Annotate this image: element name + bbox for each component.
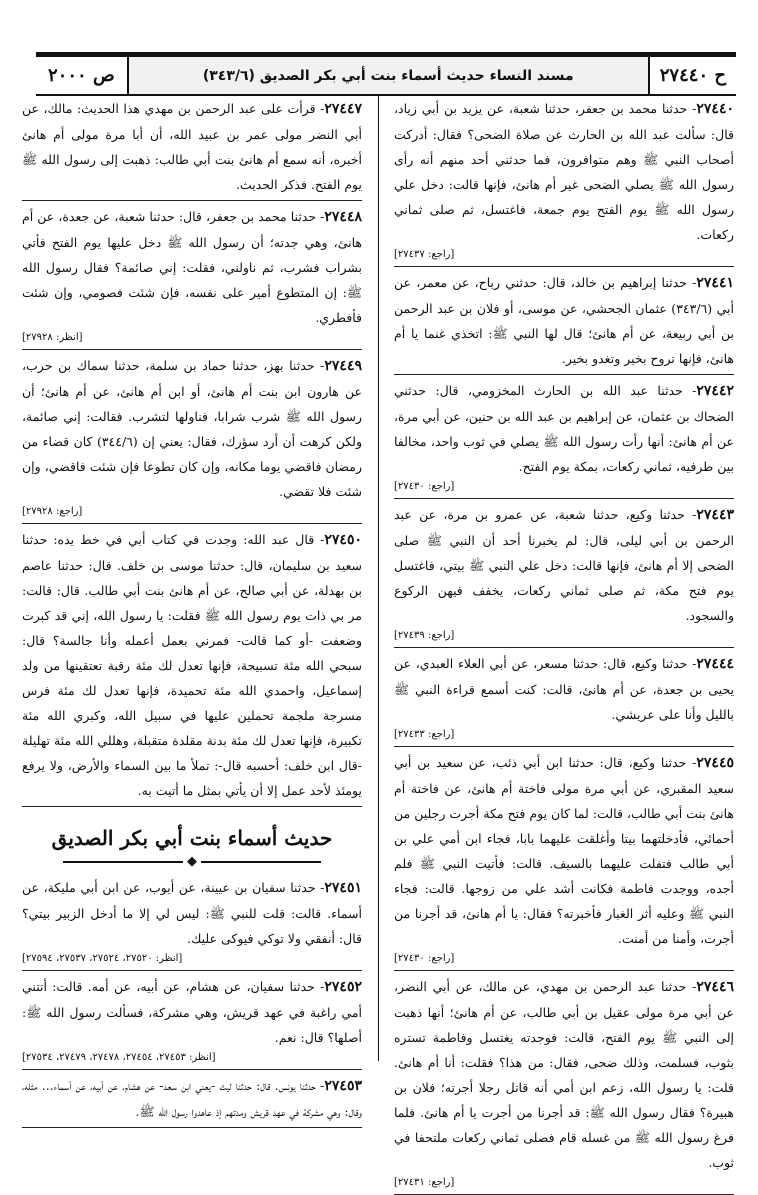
cross-reference: [راجع: ٢٧٤٣٧]	[394, 249, 455, 260]
hadith-text: - حدثنا سفيان بن عيينة، عن أيوب، عن ابن أبي مليكة، عن أسماء. قالت: قلت للنبي ﷺ: ليس لي إلا ما أدخل الزبير بيتي؟ قال: أنفقي ولا توكي فيوكى عليك.	[22, 880, 362, 946]
hadith-entry	[394, 96, 734, 267]
running-title: مسند النساء حديث أسماء بنت أبي بكر الصديق (٣٤٣/٦)	[202, 67, 574, 84]
hadith-text: - حدثنا بهز، حدثنا حماد بن سلمة، حدثنا سماك بن حرب، عن هارون ابن بنت أم هانئ، أو ابن أم هانئ، عن أم هانئ؛ أن رسول الله ﷺ شرب شرابا، فناولها لتشرب. فقالت: إني صائمة، ولكن كرهت أن أرد سؤرك، فقال: يعني إن (٣٤٤/٦) كان قضاء من رمضان فاقضي يوما مكانه، وإن كان تطوعا فإن شئت فاقضي، وإن شئت فلا تقضي.	[22, 358, 362, 499]
column-divider	[378, 96, 379, 1061]
hadith-text: - حدثنا محمد بن جعفر، حدثنا شعبة، عن يزيد بن أبي زياد، قال: سألت عبد الله بن الحارث عن صلاة الضحى؟ فقال: أدركت أصحاب النبي ﷺ وهم متوافرون، فما حدثني أحد منهم أنه رأى رسول الله ﷺ يصلي الضحى غير أم هانئ، فإنها قالت: دخل علي رسول الله ﷺ يوم الفتح يوم جمعة، فاغتسل، ثم صلى ثماني ركعات.	[394, 101, 734, 242]
hadith-text: - قال عبد الله: وجدت في كتاب أبي في خط يده: حدثنا سعيد بن سليمان، قال: حدثنا موسى بن خلف. قال: حدثنا عاصم بن بهدلة، عن أبي صالح، عن أم هانئ بنت أبي طالب. قال: قالت: مر بي ذات يوم رسول الله ﷺ فقلت: يا رسول الله، إني قد كبرت وضعفت -أو كما قالت- فمرني بعمل أعمله وأنا جالسة؟ قال: سبحي الله مئة تسبيحة، فإنها تعدل لك مئة رقبة تعتقينها من ولد إسماعيل، واحمدي الله مئة تحميدة، فإنها تعدل لك مئة فرس مسرجة ملجمة تحملين عليها في سبيل الله، وكبري الله مئة تكبيرة، فإنها تعدل لك مئة بدنة مقلدة متقبلة، وهللي الله مئة تهليلة -قال ابن خلف: أحسبه قال-: تملأ ما بين السماء والأرض، ولا يرفع يومئذ لأحد عمل إلا أن يأتي بمثل ما أتيت به.	[22, 532, 362, 798]
hadith-number: ٢٧٤٤٧	[324, 101, 362, 117]
cross-reference: [راجع: ٢٧٤٣٠]	[394, 953, 455, 964]
hadith-entry	[22, 527, 362, 807]
hadith-text-block	[22, 875, 362, 951]
hadith-number: ٢٧٤٤٣	[696, 507, 734, 523]
hadith-text: - حدثنا إبراهيم بن خالد، قال: حدثني رباح، عن معمر، عن أبي (٣٤٣/٦) عثمان الجحشي، عن موسى، أو فلان بن عبد الرحمن بن أبي ربيعة، عن أم هانئ؛ قال لها النبي ﷺ: اتخذي غنما يا أم هانئ، فإنها تروح بخير وتغدو بخير.	[394, 275, 734, 366]
hadith-text: - قرأت على عبد الرحمن بن مهدي هذا الحديث: مالك، عن أبي النضر مولى عمر بن عبيد الله، أن أبا مرة مولى أم هانئ أخبره، أنه سمع أم هانئ بنت أبي طالب: ذهبت إلى رسول الله ﷺ يوم الفتح. فذكر الحديث.	[22, 101, 362, 192]
hadith-number: ٢٧٤٤١	[696, 275, 734, 291]
hadith-text-block	[394, 974, 734, 1175]
hadith-text: - حدثنا عبد الرحمن بن مهدي، عن مالك، عن أبي النضر، عن أبي مرة مولى عقيل بن أبي طالب، عن أم هانئ؛ أنها ذهبت إلى النبي ﷺ يوم الفتح، قالت: فوجدته يغتسل وفاطمة تستره بثوب، فسلمت، وذلك ضحى، فقال: من هذا؟ فقلت: أنا أم هانئ. قلت: يا رسول الله، زعم ابن أمي أنه قاتل رجلا أجرته؛ فلان بن هبيرة؟ فقال رسول الله ﷺ: قد أجرنا من أجرت يا أم هانئ. فلما فرغ رسول الله ﷺ من غسله قام فصلى ثماني ركعات ملتحفا في ثوب.	[394, 979, 734, 1170]
hadith-text-block	[394, 651, 734, 727]
cross-reference: [راجع: ٢٧٩٢٨]	[22, 506, 83, 517]
cross-reference: [راجع: ٢٧٤٣٠]	[394, 481, 455, 492]
section-title: حديث أسماء بنت أبي بكر الصديق	[51, 826, 333, 850]
hadith-number: ٢٧٤٤٨	[324, 209, 362, 225]
cross-reference: [انظر: ٢٧٤٥٣، ٢٧٤٥٤، ٢٧٤٧٨، ٢٧٤٧٩، ٢٧٥٣٤]	[22, 1052, 216, 1063]
left-column	[22, 96, 362, 1119]
hadith-text: - حدثنا عبد الله بن الحارث المخزومي، قال: حدثني الضحاك بن عثمان، عن إبراهيم بن عبد الله بن حنين، عن أبي مرة، عن أم هانئ: أنها رأت رسول الله ﷺ يصلي في ثوب واحد، مخالفا بين طرفيه، ثماني ركعات، بمكة يوم الفتح.	[394, 383, 734, 474]
hadith-text-block	[394, 378, 734, 479]
hadith-entry	[394, 974, 734, 1195]
hadith-number: ٢٧٤٤٤	[696, 656, 734, 672]
cross-reference: [راجع: ٢٧٤٣٩]	[394, 630, 455, 641]
cross-reference: [انظر: ٢٧٥٢٠، ٢٧٥٢٤، ٢٧٥٣٧، ٢٧٥٩٤]	[22, 953, 183, 964]
cross-reference: [راجع: ٢٧٤٣٣]	[394, 729, 455, 740]
hadith-number: ٢٧٤٥٠	[324, 532, 362, 548]
hadith-text-block	[22, 527, 362, 803]
hadith-text-block	[22, 204, 362, 330]
hadith-entry	[22, 974, 362, 1070]
hadith-text-block	[394, 750, 734, 951]
hadith-number-header: ح ٢٧٤٤٠	[648, 57, 736, 94]
hadith-text-block	[394, 270, 734, 371]
hadith-entry	[394, 378, 734, 499]
hadith-text: - حدثنا وكيع، قال: حدثنا مسعر، عن أبي العلاء العبدي، عن يحيى بن جعدة، عن أم هانئ، قالت: كنت أسمع قراءة النبي ﷺ بالليل وأنا على عريشي.	[394, 656, 734, 722]
hadith-entry	[22, 353, 362, 524]
hadith-entry	[394, 750, 734, 971]
hadith-text: - حدثنا سفيان، عن هشام، عن أبيه، عن أمه. قالت: أتتني أمي راغبة في عهد قريش، وهي مشركة، فسألت رسول الله ﷺ: أصلها؟ قال: نعم.	[22, 979, 362, 1045]
hadith-text-block	[394, 502, 734, 628]
hadith-entry	[22, 875, 362, 971]
hadith-number: ٢٧٤٥٣	[324, 1078, 362, 1094]
hadith-text-block	[22, 1073, 362, 1124]
cross-reference: [انظر: ٢٧٩٢٨]	[22, 332, 83, 343]
hadith-number: ٢٧٤٥٢	[324, 979, 362, 995]
hadith-entry	[22, 1073, 362, 1128]
page-header	[36, 52, 736, 96]
hadith-entry	[394, 651, 734, 747]
hadith-number: ٢٧٤٤٢	[696, 383, 734, 399]
hadith-text-block	[22, 353, 362, 504]
hadith-number: ٢٧٤٤٩	[324, 358, 362, 374]
hadith-text: - حدثنا يونس. قال: حدثنا ليث -يعني ابن سعد- عن هشام، عن أبيه، عن أسماء... مثله، وقال: وهي مشركة في عهد قريش ومدتهم إذ عاهدوا رسول الله ﷺ.	[22, 1078, 362, 1119]
hadith-number: ٢٧٤٥١	[324, 880, 362, 896]
hadith-entry	[22, 96, 362, 201]
hadith-text: - حدثنا وكيع، حدثنا شعبة، عن عمرو بن مرة، عن عبد الرحمن بن أبي ليلى، قال: لم يخبرنا أحد أن النبي ﷺ صلى الضحى إلا أم هانئ، فإنها قالت: دخل علي النبي ﷺ بيتي، فاغتسل يوم فتح مكة، ثم صلى ثماني ركعات، يخفف فيهن الركوع والسجود.	[394, 507, 734, 623]
hadith-text: - حدثنا وكيع، قال: حدثنا ابن أبي ذئب، عن سعيد بن أبي سعيد المقبري، عن أبي مرة مولى فاختة أم هانئ، عن فاختة أم هانئ بنت أبي طالب، قالت: لما كان يوم فتح مكة أجرت رجلين من أحمائي، فأدخلتهما بيتا وأغلقت عليهما بابا، فجاء ابن أمي علي بن أبي طالب فتفلت عليهما بالسيف. قالت: فأتيت النبي ﷺ فلم أجده، ووجدت فاطمة فكانت أشد علي من زوجها. قالت: فجاء النبي ﷺ وعليه أثر الغبار فأخبرته؟ فقال: يا أم هانئ، قد أجرنا من أجرت، وأمنا من أمنت.	[394, 755, 734, 946]
hadith-number: ٢٧٤٤٦	[696, 979, 734, 995]
hadith-number: ٢٧٤٤٥	[696, 755, 734, 771]
right-column	[394, 96, 734, 1188]
hadith-text-block	[22, 96, 362, 197]
page-number-header: ص ٢٠٠٠	[36, 57, 129, 94]
hadith-text: - حدثنا محمد بن جعفر، قال: حدثنا شعبة، عن جعدة، عن أم هانئ، وهي جدته؛ أن رسول الله ﷺ دخل عليها يوم الفتح فأتي بشراب فشرب، ثم ناولني، فقلت: إني صائمة؟ فقال رسول الله ﷺ: إن المتطوع أمير على نفسه، فإن شئت فصومي، وإن شئت فأفطري.	[22, 209, 362, 325]
hadith-text-block	[22, 974, 362, 1050]
ornament-divider: ◆	[22, 855, 362, 869]
hadith-entry	[394, 502, 734, 648]
hadith-number: ٢٧٤٤٠	[696, 101, 734, 117]
hadith-text-block	[394, 96, 734, 247]
cross-reference: [راجع: ٢٧٤٣١]	[394, 1177, 455, 1188]
hadith-entry	[22, 204, 362, 350]
hadith-entry	[394, 270, 734, 375]
